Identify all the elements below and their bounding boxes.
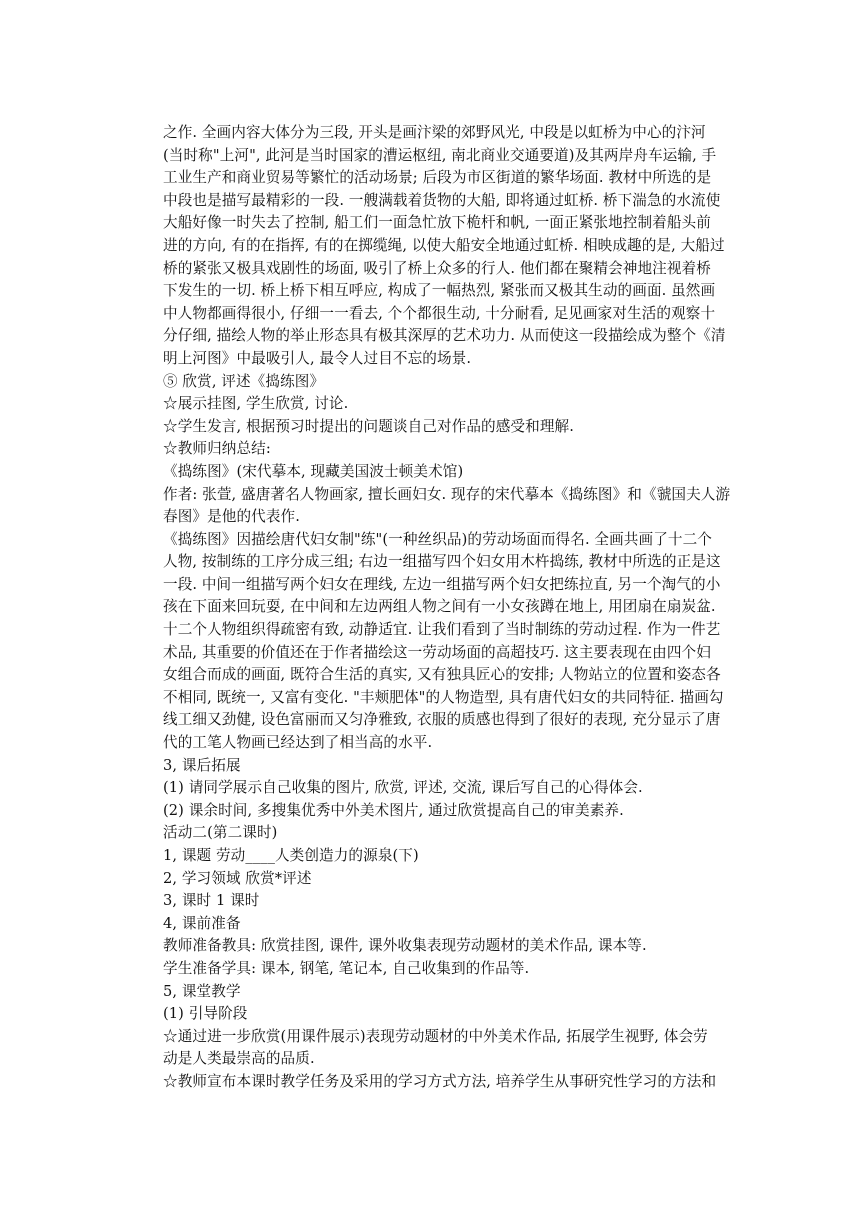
document-body bbox=[163, 122, 803, 1094]
text-line: 桥的紧张又极具戏剧性的场面, 吸引了桥上众多的行人. 他们都在聚精会神地注视着桥 bbox=[163, 259, 711, 277]
text-line: 分仔细, 描绘人物的举止形态具有极其深厚的艺术功力. 从而使这一段描绘成为整个《清 bbox=[163, 327, 726, 345]
text-line: ☆教师宣布本课时教学任务及采用的学习方式方法, 培养学生从事研究性学习的方法和 bbox=[163, 1072, 717, 1090]
section-heading: 3, 课后拓展 bbox=[163, 756, 241, 774]
text-line: 十二个人物组织得疏密有致, 动静适宜. 让我们看到了当时制练的劳动过程. 作为一件艺 bbox=[163, 621, 721, 639]
text-line: 一段. 中间一组描写两个妇女在理线, 左边一组描写两个妇女把练拉直, 另一个淘气的小 bbox=[163, 575, 721, 593]
section-heading: 4, 课前准备 bbox=[163, 914, 241, 932]
text-line: 代的工笔人物画已经达到了相当高的水平. bbox=[163, 734, 433, 752]
section-heading: ⑤ 欣赏, 评述《捣练图》 bbox=[163, 372, 325, 390]
text-line: 下发生的一切. 桥上桥下相互呼应, 构成了一幅热烈, 紧张而又极其生动的画面. 虽然画 bbox=[163, 282, 716, 300]
text-line: 明上河图》中最吸引人, 最令人过目不忘的场景. bbox=[163, 349, 472, 367]
text-line: (1) 请同学展示自己收集的图片, 欣赏, 评述, 交流, 课后写自己的心得体会. bbox=[163, 779, 643, 797]
text-line: (2) 课余时间, 多搜集优秀中外美术图片, 通过欣赏提高自己的审美素养. bbox=[163, 801, 624, 819]
text-line: 1, 课题 劳动____人类创造力的源泉(下) bbox=[163, 847, 419, 864]
text-line: 春图》是他的代表作. bbox=[163, 508, 300, 526]
text-line: 《捣练图》(宋代摹本, 现藏美国波士顿美术馆) bbox=[163, 462, 464, 480]
section-heading: 活动二(第二课时) bbox=[163, 824, 278, 842]
text-line: 中人物都画得很小, 仔细一一看去, 个个都很生动, 十分耐看, 足见画家对生活的观察十 bbox=[163, 304, 716, 322]
text-line: ☆学生发言, 根据预习时提出的问题谈自己对作品的感受和理解. bbox=[163, 417, 574, 435]
text-line: 教师准备教具: 欣赏挂图, 课件, 课外收集表现劳动题材的美术作品, 课本等. bbox=[163, 937, 647, 955]
text-line: 进的方向, 有的在指挥, 有的在掷缆绳, 以使大船安全地通过虹桥. 相映成趣的是, 大船过 bbox=[163, 236, 725, 254]
text-line: ☆通过进一步欣赏(用课件展示)表现劳动题材的中外美术作品, 拓展学生视野, 体会劳 bbox=[163, 1027, 708, 1045]
text-line: 不相同, 既统一, 又富有变化. "丰颊肥体"的人物造型, 具有唐代妇女的共同特征. 描画勾 bbox=[163, 688, 724, 706]
text-line: 动是人类最崇高的品质. bbox=[163, 1050, 315, 1068]
text-line: ☆教师归纳总结: bbox=[163, 440, 271, 458]
text-line: (当时称"上河", 此河是当时国家的漕运枢纽, 南北商业交通要道)及其两岸舟车运输, 手 bbox=[163, 146, 717, 164]
text-line: 3, 课时 1 课时 bbox=[163, 892, 260, 910]
text-line: 学生准备学具: 课本, 钢笔, 笔记本, 自己收集到的作品等. bbox=[163, 959, 530, 977]
text-line: 《捣练图》因描绘唐代妇女制"练"(一种丝织品)的劳动场面而得名. 全画共画了十二个 bbox=[163, 530, 712, 548]
text-line: 作者: 张萱, 盛唐著名人物画家, 擅长画妇女. 现存的宋代摹本《捣练图》和《虢国夫人游 bbox=[163, 485, 731, 503]
section-heading: 5, 课堂教学 bbox=[163, 982, 241, 1000]
text-line: 术品, 其重要的价值还在于作者描绘这一劳动场面的高超技巧. 这主要表现在由四个妇 bbox=[163, 643, 711, 661]
text-line: 线工细又劲健, 设色富丽而又匀净雅致, 衣服的质感也得到了很好的表现, 充分显示了唐 bbox=[163, 711, 721, 729]
text-line: 工业生产和商业贸易等繁忙的活动场景; 后段为市区街道的繁华场面. 教材中所选的是 bbox=[163, 169, 712, 187]
text-line: 中段也是描写最精彩的一段. 一艘满载着货物的大船, 即将通过虹桥. 桥下湍急的水流使 bbox=[163, 191, 721, 209]
text-line: ☆展示挂图, 学生欣赏, 讨论. bbox=[163, 395, 349, 413]
text-line: 孩在下面来回玩耍, 在中间和左边两组人物之间有一小女孩蹲在地上, 用团扇在扇炭盆. bbox=[163, 598, 716, 616]
text-line: 大船好像一时失去了控制, 船工们一面急忙放下桅杆和帆, 一面正紧张地控制着船头前 bbox=[163, 214, 711, 232]
text-line: 人物, 按制练的工序分成三组; 右边一组描写四个妇女用木杵捣练, 教材中所选的正是这 bbox=[163, 553, 721, 571]
text-line: 女组合而成的画面, 既符合生活的真实, 又有独具匠心的安排; 人物站立的位置和姿态各 bbox=[163, 666, 721, 684]
text-line: 之作. 全画内容大体分为三段, 开头是画汴梁的郊野风光, 中段是以虹桥为中心的汴河 bbox=[163, 124, 706, 141]
text-line: (1) 引导阶段 bbox=[163, 1005, 248, 1023]
text-line: 2, 学习领域 欣赏*评述 bbox=[163, 869, 312, 887]
